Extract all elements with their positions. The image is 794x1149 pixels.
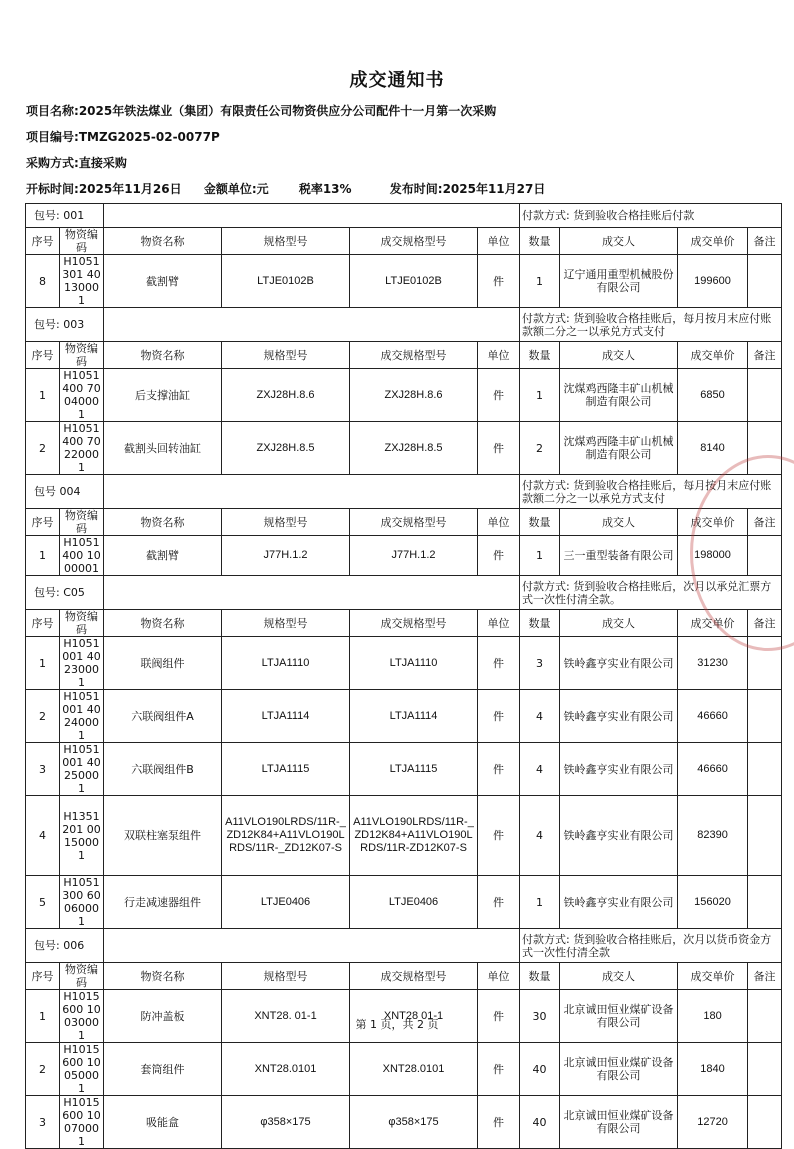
cell-remark — [748, 690, 782, 743]
cell-deal-spec: A11VLO190LRDS/11R-_ZD12K84+A11VLO190LRDS/11R-ZD12K07-S — [350, 796, 478, 876]
header-spec: 规格型号 — [222, 342, 350, 369]
header-code: 物资编码 — [60, 509, 104, 536]
header-code: 物资编码 — [60, 228, 104, 255]
cell-supplier: 铁岭鑫亨实业有限公司 — [560, 690, 678, 743]
project-name-line — [26, 102, 496, 119]
cell-supplier: 北京诚田恒业煤矿设备有限公司 — [560, 990, 678, 1043]
cell-seq: 1 — [26, 637, 60, 690]
header-row — [26, 342, 782, 369]
cell-price: 8140 — [678, 422, 748, 475]
method: 直接采购 — [78, 156, 127, 170]
cell-qty: 1 — [520, 536, 560, 576]
open-label: 开标时间: — [26, 182, 79, 196]
cell-remark — [748, 743, 782, 796]
header-row — [26, 228, 782, 255]
header-qty: 数量 — [520, 228, 560, 255]
cell-remark — [748, 536, 782, 576]
cell-code: H1015600 10050001 — [60, 1043, 104, 1096]
cell-price: 156020 — [678, 876, 748, 929]
cell-qty: 4 — [520, 796, 560, 876]
cell-code: H1015600 10030001 — [60, 990, 104, 1043]
package-label: 包号: 001 — [26, 204, 104, 228]
cell-code: H1051400 70220001 — [60, 422, 104, 475]
cell-seq: 2 — [26, 690, 60, 743]
cell-spec: LTJA1114 — [222, 690, 350, 743]
cell-supplier: 铁岭鑫亨实业有限公司 — [560, 743, 678, 796]
header-remark: 备注 — [748, 509, 782, 536]
cell-remark — [748, 255, 782, 308]
cell-deal-spec: LTJA1114 — [350, 690, 478, 743]
package-blank — [104, 576, 520, 610]
publish-time: 2025年11月27日 — [442, 182, 546, 196]
cell-code: H1015600 10070001 — [60, 1096, 104, 1149]
cell-remark — [748, 422, 782, 475]
cell-remark — [748, 796, 782, 876]
cell-unit: 件 — [478, 536, 520, 576]
header-qty: 数量 — [520, 963, 560, 990]
cell-supplier: 沈煤鸡西隆丰矿山机械制造有限公司 — [560, 369, 678, 422]
cell-spec: A11VLO190LRDS/11R-_ZD12K84+A11VLO190LRDS/11R-_ZD12K07-S — [222, 796, 350, 876]
header-deal-spec: 成交规格型号 — [350, 963, 478, 990]
cell-code: H1051301 40130001 — [60, 255, 104, 308]
cell-supplier: 铁岭鑫亨实业有限公司 — [560, 876, 678, 929]
package-label: 包号: 003 — [26, 308, 104, 342]
cell-unit: 件 — [478, 690, 520, 743]
header-spec: 规格型号 — [222, 963, 350, 990]
cell-seq: 4 — [26, 796, 60, 876]
cell-seq: 1 — [26, 536, 60, 576]
project-no-line — [26, 128, 220, 145]
header-seq: 序号 — [26, 963, 60, 990]
cell-price: 180 — [678, 990, 748, 1043]
cell-supplier: 铁岭鑫亨实业有限公司 — [560, 796, 678, 876]
package-blank — [104, 929, 520, 963]
header-row — [26, 509, 782, 536]
header-code: 物资编码 — [60, 342, 104, 369]
header-qty: 数量 — [520, 610, 560, 637]
page-footer: 第 1 页，共 2 页 — [355, 1018, 439, 1031]
payment-terms: 付款方式: 货到验收合格挂账后，每月按月末应付账款额二分之一以承兑方式支付 — [520, 308, 782, 342]
cell-unit: 件 — [478, 990, 520, 1043]
payment-terms: 付款方式: 货到验收合格挂账后，每月按月末应付账款额二分之一以承兑方式支付 — [520, 475, 782, 509]
cell-remark — [748, 876, 782, 929]
cell-supplier: 北京诚田恒业煤矿设备有限公司 — [560, 1043, 678, 1096]
cell-spec: LTJA1115 — [222, 743, 350, 796]
cell-deal-spec: LTJE0406 — [350, 876, 478, 929]
cell-remark — [748, 1043, 782, 1096]
cell-deal-spec: J77H.1.2 — [350, 536, 478, 576]
cell-seq: 8 — [26, 255, 60, 308]
header-name: 物资名称 — [104, 963, 222, 990]
table-body — [26, 204, 782, 1149]
header-deal-spec: 成交规格型号 — [350, 228, 478, 255]
table-row — [26, 690, 782, 743]
header-supplier: 成交人 — [560, 963, 678, 990]
header-supplier: 成交人 — [560, 228, 678, 255]
cell-qty: 1 — [520, 876, 560, 929]
cell-remark — [748, 1096, 782, 1149]
table-row — [26, 369, 782, 422]
cell-spec: J77H.1.2 — [222, 536, 350, 576]
table-row — [26, 1043, 782, 1096]
cell-deal-spec: XNT28 01-1 — [350, 990, 478, 1043]
package-label: 包号: 006 — [26, 929, 104, 963]
tax-rate: 税率13% — [298, 182, 352, 196]
header-row — [26, 610, 782, 637]
cell-spec: XNT28.0101 — [222, 1043, 350, 1096]
cell-unit: 件 — [478, 422, 520, 475]
payment-terms: 付款方式: 货到验收合格挂账后付款 — [520, 204, 782, 228]
cell-deal-spec: ZXJ28H.8.5 — [350, 422, 478, 475]
cell-name: 截割头回转油缸 — [104, 422, 222, 475]
header-seq: 序号 — [26, 228, 60, 255]
time-line — [26, 180, 545, 197]
header-name: 物资名称 — [104, 509, 222, 536]
table-row — [26, 876, 782, 929]
header-seq: 序号 — [26, 509, 60, 536]
package-blank — [104, 475, 520, 509]
deal-table — [25, 203, 782, 1149]
header-unit: 单位 — [478, 963, 520, 990]
header-unit: 单位 — [478, 509, 520, 536]
cell-name: 六联阀组件B — [104, 743, 222, 796]
open-time: 2025年11月26日 — [78, 182, 182, 196]
header-unit: 单位 — [478, 342, 520, 369]
cell-code: H1051001 40250001 — [60, 743, 104, 796]
cell-seq: 2 — [26, 1043, 60, 1096]
header-price: 成交单价 — [678, 342, 748, 369]
cell-qty: 30 — [520, 990, 560, 1043]
header-deal-spec: 成交规格型号 — [350, 610, 478, 637]
header-row — [26, 963, 782, 990]
header-name: 物资名称 — [104, 228, 222, 255]
header-name: 物资名称 — [104, 342, 222, 369]
cell-name: 联阀组件 — [104, 637, 222, 690]
header-spec: 规格型号 — [222, 610, 350, 637]
cell-deal-spec: ZXJ28H.8.6 — [350, 369, 478, 422]
method-line — [26, 154, 127, 171]
header-remark: 备注 — [748, 342, 782, 369]
cell-name: 双联柱塞泵组件 — [104, 796, 222, 876]
package-blank — [104, 204, 520, 228]
header-remark: 备注 — [748, 610, 782, 637]
cell-spec: LTJE0406 — [222, 876, 350, 929]
cell-unit: 件 — [478, 369, 520, 422]
cell-code: H1051001 40240001 — [60, 690, 104, 743]
cell-name: 套筒组件 — [104, 1043, 222, 1096]
cell-unit: 件 — [478, 743, 520, 796]
cell-name: 六联阀组件A — [104, 690, 222, 743]
cell-spec: φ358×175 — [222, 1096, 350, 1149]
cell-name: 行走减速器组件 — [104, 876, 222, 929]
header-unit: 单位 — [478, 610, 520, 637]
cell-code: H1051400 70040001 — [60, 369, 104, 422]
package-row — [26, 204, 782, 228]
cell-qty: 4 — [520, 743, 560, 796]
cell-seq: 1 — [26, 990, 60, 1043]
header-qty: 数量 — [520, 509, 560, 536]
header-seq: 序号 — [26, 610, 60, 637]
header-remark: 备注 — [748, 963, 782, 990]
cell-price: 82390 — [678, 796, 748, 876]
cell-deal-spec: XNT28.0101 — [350, 1043, 478, 1096]
table-row — [26, 255, 782, 308]
project-no-label: 项目编号: — [26, 130, 79, 144]
cell-unit: 件 — [478, 796, 520, 876]
cell-spec: XNT28. 01-1 — [222, 990, 350, 1043]
table-row — [26, 1096, 782, 1149]
cell-supplier: 铁岭鑫亨实业有限公司 — [560, 637, 678, 690]
cell-qty: 4 — [520, 690, 560, 743]
table-row — [26, 637, 782, 690]
cell-unit: 件 — [478, 1096, 520, 1149]
cell-code: H1351201 00150001 — [60, 796, 104, 876]
cell-remark — [748, 637, 782, 690]
cell-qty: 1 — [520, 369, 560, 422]
cell-supplier: 三一重型装备有限公司 — [560, 536, 678, 576]
cell-unit: 件 — [478, 1043, 520, 1096]
cell-name: 截割臂 — [104, 255, 222, 308]
cell-seq: 1 — [26, 369, 60, 422]
package-blank — [104, 308, 520, 342]
header-price: 成交单价 — [678, 610, 748, 637]
table-row — [26, 422, 782, 475]
cell-unit: 件 — [478, 255, 520, 308]
table-row — [26, 796, 782, 876]
cell-seq: 5 — [26, 876, 60, 929]
header-deal-spec: 成交规格型号 — [350, 509, 478, 536]
cell-spec: LTJA1110 — [222, 637, 350, 690]
cell-name: 后支撑油缸 — [104, 369, 222, 422]
header-code: 物资编码 — [60, 610, 104, 637]
cell-supplier: 沈煤鸡西隆丰矿山机械制造有限公司 — [560, 422, 678, 475]
cell-spec: ZXJ28H.8.5 — [222, 422, 350, 475]
cell-deal-spec: LTJA1115 — [350, 743, 478, 796]
cell-spec: LTJE0102B — [222, 255, 350, 308]
header-spec: 规格型号 — [222, 228, 350, 255]
cell-price: 12720 — [678, 1096, 748, 1149]
cell-seq: 2 — [26, 422, 60, 475]
cell-price: 31230 — [678, 637, 748, 690]
document-title: 成交通知书 — [349, 70, 445, 91]
payment-terms: 付款方式: 货到验收合格挂账后，次月以承兑汇票方式一次性付清全款。 — [520, 576, 782, 610]
header-unit: 单位 — [478, 228, 520, 255]
project-no: TMZG2025-02-0077P — [78, 130, 220, 144]
cell-supplier: 北京诚田恒业煤矿设备有限公司 — [560, 1096, 678, 1149]
header-qty: 数量 — [520, 342, 560, 369]
cell-code: H1051400 10 00001 — [60, 536, 104, 576]
package-row — [26, 576, 782, 610]
cell-seq: 3 — [26, 1096, 60, 1149]
header-remark: 备注 — [748, 228, 782, 255]
publish-label: 发布时间: — [389, 182, 443, 196]
cell-remark — [748, 369, 782, 422]
cell-unit: 件 — [478, 876, 520, 929]
cell-name: 截割臂 — [104, 536, 222, 576]
currency: 元 — [256, 182, 269, 196]
cell-name: 吸能盒 — [104, 1096, 222, 1149]
cell-price: 1840 — [678, 1043, 748, 1096]
cell-price: 199600 — [678, 255, 748, 308]
header-name: 物资名称 — [104, 610, 222, 637]
cell-qty: 3 — [520, 637, 560, 690]
header-price: 成交单价 — [678, 509, 748, 536]
cell-unit: 件 — [478, 637, 520, 690]
payment-terms: 付款方式: 货到验收合格挂账后，次月以货币资金方式一次性付清全款 — [520, 929, 782, 963]
header-spec: 规格型号 — [222, 509, 350, 536]
header-supplier: 成交人 — [560, 509, 678, 536]
cell-name: 防冲盖板 — [104, 990, 222, 1043]
cell-deal-spec: φ358×175 — [350, 1096, 478, 1149]
cell-qty: 1 — [520, 255, 560, 308]
package-label: 包号: C05 — [26, 576, 104, 610]
header-code: 物资编码 — [60, 963, 104, 990]
cell-code: H1051300 60060001 — [60, 876, 104, 929]
cell-price: 198000 — [678, 536, 748, 576]
cell-seq: 3 — [26, 743, 60, 796]
cell-price: 46660 — [678, 743, 748, 796]
cell-deal-spec: LTJA1110 — [350, 637, 478, 690]
table-row — [26, 743, 782, 796]
package-row — [26, 475, 782, 509]
cell-deal-spec: LTJE0102B — [350, 255, 478, 308]
table-row — [26, 536, 782, 576]
cell-price: 46660 — [678, 690, 748, 743]
project-name: 2025年铁法煤业（集团）有限责任公司物资供应分公司配件十一月第一次采购 — [78, 104, 497, 118]
package-label: 包号 004 — [26, 475, 104, 509]
cell-supplier: 辽宁通用重型机械股份有限公司 — [560, 255, 678, 308]
header-supplier: 成交人 — [560, 342, 678, 369]
method-label: 采购方式: — [26, 156, 79, 170]
cell-qty: 2 — [520, 422, 560, 475]
package-row — [26, 929, 782, 963]
header-deal-spec: 成交规格型号 — [350, 342, 478, 369]
cell-spec: ZXJ28H.8.6 — [222, 369, 350, 422]
currency-label: 金额单位: — [203, 182, 257, 196]
package-row — [26, 308, 782, 342]
cell-price: 6850 — [678, 369, 748, 422]
cell-qty: 40 — [520, 1043, 560, 1096]
header-supplier: 成交人 — [560, 610, 678, 637]
header-price: 成交单价 — [678, 228, 748, 255]
project-name-label: 项目名称: — [26, 104, 79, 118]
header-seq: 序号 — [26, 342, 60, 369]
header-price: 成交单价 — [678, 963, 748, 990]
cell-code: H1051001 40230001 — [60, 637, 104, 690]
cell-qty: 40 — [520, 1096, 560, 1149]
